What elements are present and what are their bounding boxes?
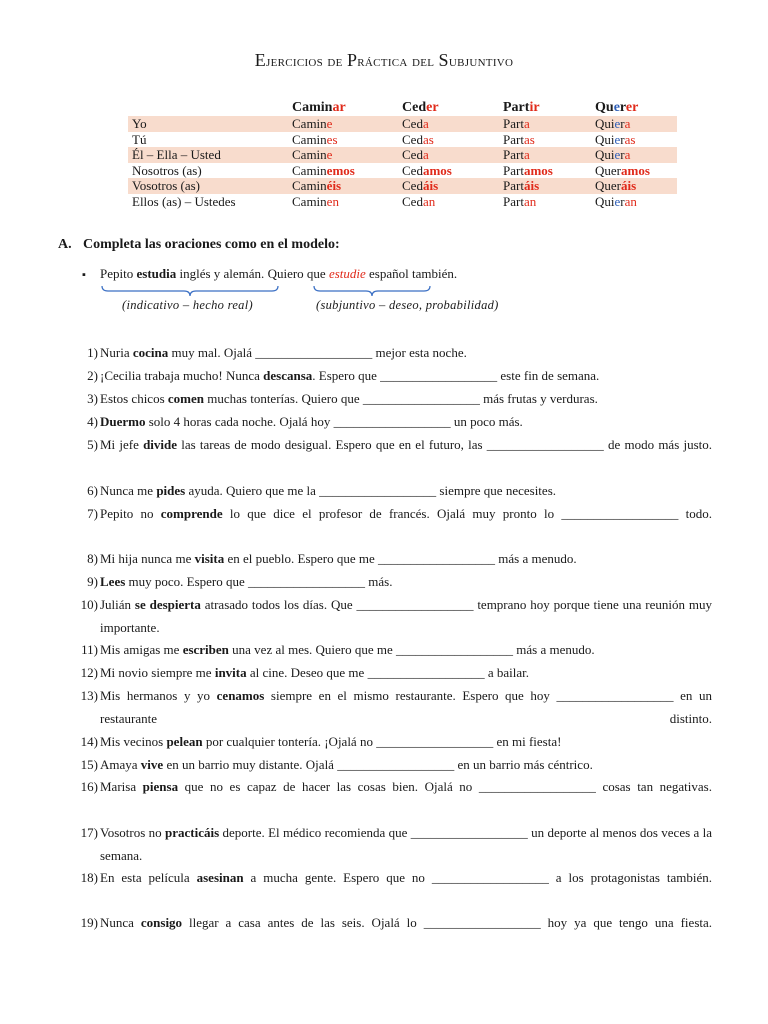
querer-form: Quiera	[591, 116, 677, 132]
item-sentence: Mi jefe divide las tareas de modo desigual. Espero que en el futuro, las __________________ de modo más justo.	[100, 437, 713, 452]
indicative-verb: comen	[167, 391, 204, 406]
indicative-verb: cocina	[132, 345, 169, 360]
item-number: 15)	[80, 757, 98, 772]
ceder-form: Ceda	[398, 116, 499, 132]
pronoun-cell: Ellos (as) – Ustedes	[132, 193, 236, 209]
indicative-verb: pides	[156, 483, 186, 498]
querer-form: Quieran	[595, 193, 637, 209]
title-initial-e: E	[254, 50, 266, 70]
answer-blank[interactable]: __________________	[478, 779, 596, 794]
page-title	[0, 50, 768, 71]
indicative-verb: Lees	[100, 574, 126, 589]
partir-form: Partan	[503, 193, 537, 209]
item-sentence: Pepito no comprende lo que dice el profesor de francés. Ojalá muy pronto lo __________________ todo.	[100, 506, 712, 521]
bullet-icon: ▪	[82, 269, 86, 281]
item-number: 16)	[80, 779, 98, 794]
indicative-verb: Duermo	[100, 414, 146, 429]
item-number: 10)	[80, 597, 98, 612]
answer-blank[interactable]: __________________	[333, 414, 451, 429]
item-number: 19)	[80, 915, 98, 930]
answer-blank[interactable]: __________________	[410, 825, 528, 840]
item-sentence: Marisa piensa que no es capaz de hacer las cosas bien. Ojalá no __________________ cosas tan negativas.	[100, 779, 712, 794]
querer-form: Queramos	[595, 162, 650, 178]
title-part: ráctica del	[357, 53, 439, 70]
pronoun-cell: Nosotros (as)	[132, 162, 202, 178]
indicative-verb: asesinan	[196, 870, 244, 885]
item-number: 3)	[87, 391, 98, 406]
item-sentence: Nuria cocina muy mal. Ojalá __________________ mejor esta noche.	[100, 345, 467, 360]
querer-form: Queráis	[591, 178, 677, 194]
indicative-verb: consigo	[140, 915, 183, 930]
item-number: 1)	[87, 345, 98, 360]
answer-blank[interactable]: __________________	[486, 437, 604, 452]
item-sentence: Vosotros no practicáis deporte. El médico recomienda que __________________ un deporte al menos dos veces a la semana.	[100, 825, 713, 863]
item-sentence: Lees muy poco. Espero que __________________ más.	[100, 574, 393, 589]
indicative-verb: invita	[214, 665, 247, 680]
answer-blank[interactable]: __________________	[561, 506, 679, 521]
answer-blank[interactable]: __________________	[362, 391, 480, 406]
indicative-verb: vive	[140, 757, 164, 772]
conjugation-row	[128, 163, 677, 179]
pronoun-cell: Él – Ella – Usted	[128, 147, 288, 163]
pronoun-cell: Yo	[128, 116, 288, 132]
item-number: 7)	[87, 506, 98, 521]
conjugation-row	[128, 116, 677, 132]
answer-blank[interactable]: __________________	[248, 574, 366, 589]
querer-form: Quiera	[591, 147, 677, 163]
section-label: A.	[58, 237, 72, 252]
indicative-verb: piensa	[142, 779, 179, 794]
item-number: 9)	[87, 574, 98, 589]
item-number: 12)	[80, 665, 98, 680]
indicative-verb: se despierta	[134, 597, 201, 612]
answer-blank[interactable]: __________________	[431, 870, 549, 885]
ceder-form: Ceda	[398, 147, 499, 163]
conjugation-table	[128, 100, 677, 209]
caminar-form: Camines	[292, 131, 338, 147]
conjugation-row	[128, 147, 677, 163]
title-part: ubjuntivo	[448, 53, 514, 70]
item-sentence: Mis amigas me escriben una vez al mes. Quiero que me __________________ más a menudo.	[100, 642, 595, 657]
item-sentence: Estos chicos comen muchas tonterías. Quiero que __________________ más frutas y verduras.	[100, 391, 598, 406]
item-number: 4)	[87, 414, 98, 429]
title-part: jercicios de	[266, 53, 347, 70]
indicative-verb: pelean	[166, 734, 203, 749]
caminar-form: Camine	[288, 147, 398, 163]
answer-blank[interactable]: __________________	[556, 688, 674, 703]
answer-blank[interactable]: __________________	[255, 345, 373, 360]
item-number: 11)	[81, 642, 98, 657]
title-initial-p: P	[346, 50, 358, 70]
item-sentence: Amaya vive en un barrio muy distante. Ojalá __________________ en un barrio más céntrico.	[100, 757, 593, 772]
header-ceder: Ceder	[402, 100, 439, 115]
pronoun-cell: Tú	[132, 131, 147, 147]
partir-form: Partáis	[499, 178, 591, 194]
item-number: 5)	[87, 437, 98, 452]
ceder-form: Cedan	[402, 193, 436, 209]
pronoun-cell: Vosotros (as)	[128, 178, 288, 194]
item-sentence: Julián se despierta atrasado todos los días. Que __________________ temprano hoy porque tiene una reunión muy importante.	[100, 597, 712, 635]
item-sentence: Mis vecinos pelean por cualquier tontería. ¡Ojalá no __________________ en mi fiesta!	[100, 734, 562, 749]
conjugation-header-row	[128, 100, 677, 116]
header-caminar: Caminar	[292, 100, 346, 115]
answer-blank[interactable]: __________________	[378, 551, 496, 566]
ceder-form: Cedáis	[398, 178, 499, 194]
item-number: 6)	[87, 483, 98, 498]
indicative-verb: comprende	[160, 506, 223, 521]
item-number: 8)	[87, 551, 98, 566]
conjugation-row	[128, 194, 677, 210]
caminar-form: Caminéis	[288, 178, 398, 194]
caminar-form: Caminen	[292, 193, 339, 209]
brace-subjunctive	[312, 284, 432, 298]
partir-form: Partas	[503, 131, 535, 147]
title-initial-s: S	[438, 50, 449, 70]
item-sentence: Mis hermanos y yo cenamos siempre en el mismo restaurante. Espero que hoy __________________ en un restaurante distinto.	[100, 688, 712, 726]
partir-form: Parta	[499, 147, 591, 163]
caminar-form: Caminemos	[292, 162, 355, 178]
answer-blank[interactable]: __________________	[423, 915, 541, 930]
item-number: 2)	[87, 368, 98, 383]
item-sentence: Nunca consigo llegar a casa antes de las seis. Ojalá lo __________________ hoy ya que tengo una fiesta.	[100, 915, 713, 930]
item-number: 14)	[80, 734, 98, 749]
answer-blank[interactable]: __________________	[367, 665, 485, 680]
item-number: 18)	[80, 870, 98, 885]
header-querer: Querer	[595, 100, 639, 115]
caminar-form: Camine	[288, 116, 398, 132]
item-number: 17)	[80, 825, 98, 840]
querer-form: Quieras	[595, 131, 636, 147]
answer-blank[interactable]: __________________	[319, 483, 437, 498]
answer-blank[interactable]: __________________	[380, 368, 498, 383]
model-example: ▪ Pepito estudia inglés y alemán. Quiero que estudie español también.	[82, 266, 458, 281]
conjugation-row	[128, 132, 677, 148]
conjugation-row	[128, 178, 677, 194]
indicative-verb: cenamos	[216, 688, 265, 703]
item-sentence: Duermo solo 4 horas cada noche. Ojalá hoy __________________ un poco más.	[100, 414, 523, 429]
indicative-verb: escriben	[182, 642, 229, 657]
item-sentence: Mi hija nunca me visita en el pueblo. Espero que me __________________ más a menudo.	[100, 551, 577, 566]
note-subjunctive: (subjuntivo – deseo, probabilidad)	[316, 298, 499, 312]
answer-blank[interactable]: __________________	[376, 734, 494, 749]
note-indicative: (indicativo – hecho real)	[122, 298, 253, 312]
item-sentence: Nunca me pides ayuda. Quiero que me la __________________ siempre que necesites.	[100, 483, 556, 498]
indicative-verb: practicáis	[165, 825, 220, 840]
item-sentence: ¡Cecilia trabaja mucho! Nunca descansa. Espero que __________________ este fin de semana.	[100, 368, 600, 383]
ceder-form: Cedas	[402, 131, 434, 147]
header-pronoun	[128, 100, 288, 116]
ceder-form: Cedamos	[402, 162, 452, 178]
section-instruction: Completa las oraciones como en el modelo:	[83, 237, 340, 252]
indicative-verb: visita	[194, 551, 225, 566]
indicative-verb: descansa	[263, 368, 313, 383]
header-partir: Partir	[503, 100, 540, 115]
partir-form: Parta	[499, 116, 591, 132]
item-sentence: Mi novio siempre me invita al cine. Deseo que me __________________ a bailar.	[100, 665, 529, 680]
answer-blank[interactable]: __________________	[356, 597, 474, 612]
item-sentence: En esta película asesinan a mucha gente. Espero que no __________________ a los protagonistas también.	[100, 870, 712, 885]
answer-blank[interactable]: __________________	[396, 642, 514, 657]
brace-indicative	[100, 284, 280, 298]
item-number: 13)	[80, 688, 98, 703]
partir-form: Partamos	[503, 162, 553, 178]
section-a-heading	[58, 237, 340, 253]
answer-blank[interactable]: __________________	[337, 757, 455, 772]
indicative-verb: divide	[143, 437, 178, 452]
